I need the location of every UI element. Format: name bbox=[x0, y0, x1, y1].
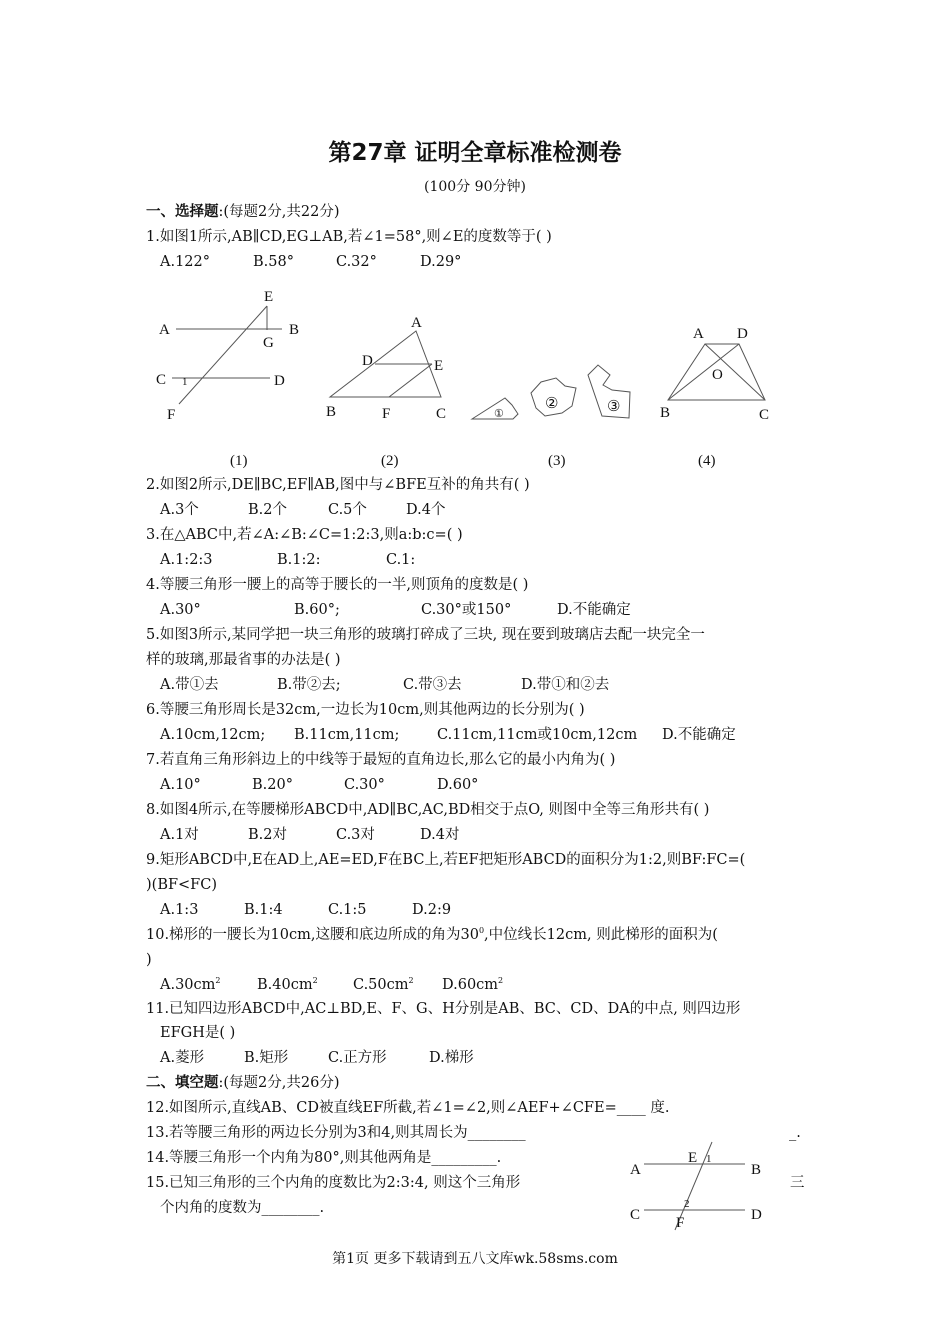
question-12: 12.如图所示,直线AB、CD被直线EF所截,若∠1=∠2,则∠AEF+∠CFE=____ 度. bbox=[146, 1100, 670, 1116]
fig1-label-f: F bbox=[167, 407, 176, 423]
section-2-heading: 二、填空题:(每题2分,共26分) bbox=[146, 1075, 340, 1091]
fig12-label-e: E bbox=[688, 1150, 698, 1166]
question-13-tail: _. bbox=[789, 1125, 801, 1141]
q7-option-d: D.60° bbox=[437, 777, 479, 793]
q3-option-c: C.1: bbox=[386, 552, 416, 568]
question-5-line-2: 样的玻璃,那最省事的办法是( ) bbox=[146, 652, 341, 668]
q8-option-a: A.1对 bbox=[160, 827, 199, 843]
question-7: 7.若直角三角形斜边上的中线等于最短的直角边长,那么它的最小内角为( ) bbox=[146, 752, 616, 768]
q2-option-a: A.3个 bbox=[160, 502, 199, 518]
q10-option-c: $C.50cm^2$ bbox=[353, 976, 414, 993]
q11-option-b: B.矩形 bbox=[244, 1050, 289, 1066]
question-9-line-2: )(BF<FC) bbox=[146, 877, 217, 893]
fig2-label-a: A bbox=[411, 315, 422, 331]
figures-1-4 bbox=[0, 0, 950, 480]
fig3-label-1: ① bbox=[494, 408, 504, 420]
question-10-line-2: ) bbox=[146, 952, 152, 968]
fig2-line-ef bbox=[389, 364, 432, 397]
q11-option-c: C.正方形 bbox=[328, 1050, 387, 1066]
question-13: 13.若等腰三角形的两边长分别为3和4,则其周长为________ bbox=[146, 1125, 526, 1141]
q5-option-d: D.带①和②去 bbox=[521, 677, 610, 693]
figure-caption-1: (1) bbox=[230, 453, 248, 469]
fig2-label-b: B bbox=[326, 404, 337, 420]
fig12-label-f: F bbox=[676, 1215, 685, 1231]
q8-option-d: D.4对 bbox=[420, 827, 460, 843]
fig2-label-f: F bbox=[382, 406, 391, 422]
q9-option-b: B.1:4 bbox=[244, 902, 283, 918]
question-9-line-1: 9.矩形ABCD中,E在AD上,AE=ED,F在BC上,若EF把矩形ABCD的面积分为1:2,则BF:FC=( bbox=[146, 852, 746, 868]
page-footer: 第1页 更多下载请到五八文库wk.58sms.com bbox=[332, 1251, 618, 1267]
q3-option-b: B.1:2: bbox=[277, 552, 321, 568]
q9-option-a: A.1:3 bbox=[160, 902, 199, 918]
fig1-label-e: E bbox=[264, 289, 274, 305]
question-1: 1.如图1所示,AB∥CD,EG⊥AB,若∠1=58°,则∠E的度数等于( ) bbox=[146, 229, 552, 245]
question-3: 3.在△ABC中,若∠A:∠B:∠C=1:2:3,则a:b:c=( ) bbox=[146, 527, 463, 543]
question-8: 8.如图4所示,在等腰梯形ABCD中,AD∥BC,AC,BD相交于点O, 则图中全等三角形共有( ) bbox=[146, 802, 710, 818]
fig12-label-c: C bbox=[630, 1207, 641, 1223]
q11-option-d: D.梯形 bbox=[429, 1050, 474, 1066]
fig12-label-2: 2 bbox=[684, 1198, 690, 1210]
fig12-label-b: B bbox=[751, 1162, 762, 1178]
q1-option-b: B.58° bbox=[253, 254, 294, 270]
q8-option-c: C.3对 bbox=[336, 827, 375, 843]
figure-1 bbox=[156, 289, 299, 423]
fig12-label-1: 1 bbox=[706, 1153, 712, 1165]
fig4-diagonal-bd bbox=[668, 344, 739, 400]
question-2: 2.如图2所示,DE∥BC,EF∥AB,图中与∠BFE互补的角共有( ) bbox=[146, 477, 530, 493]
q10-option-d: $D.60cm^2$ bbox=[442, 976, 504, 993]
q3-option-a: A.1:2:3 bbox=[160, 552, 213, 568]
question-15-tail: 三 bbox=[790, 1175, 805, 1191]
figure-caption-3: (3) bbox=[548, 453, 566, 469]
figure-caption-4: (4) bbox=[698, 453, 716, 469]
fig3-label-3: ③ bbox=[607, 399, 621, 415]
q4-option-b: B.60°; bbox=[294, 602, 340, 618]
q11-option-a: A.菱形 bbox=[160, 1050, 205, 1066]
q10-option-b: $B.40cm^2$ bbox=[257, 976, 318, 993]
q5-option-c: C.带③去 bbox=[403, 677, 462, 693]
q4-option-a: A.30° bbox=[160, 602, 201, 618]
q7-option-b: B.20° bbox=[252, 777, 293, 793]
question-15-line-1: 15.已知三角形的三个内角的度数比为2:3:4, 则这个三角形 bbox=[146, 1175, 521, 1191]
q4-option-c: C.30°或150° bbox=[421, 602, 512, 618]
q5-option-a: A.带①去 bbox=[160, 677, 219, 693]
fig1-label-g: G bbox=[263, 335, 274, 351]
fig1-label-c: C bbox=[156, 372, 167, 388]
question-11-line-2: EFGH是( ) bbox=[160, 1025, 236, 1041]
figure-2 bbox=[326, 315, 446, 422]
fig12-label-a: A bbox=[630, 1162, 641, 1178]
q6-option-c: C.11cm,11cm或10cm,12cm bbox=[437, 727, 638, 743]
q4-option-d: D.不能确定 bbox=[557, 602, 631, 618]
q6-option-b: B.11cm,11cm; bbox=[294, 727, 400, 743]
figure-caption-2: (2) bbox=[381, 453, 399, 469]
fig1-label-d: D bbox=[274, 373, 285, 389]
question-10-line-1: 10.梯形的一腰长为10cm,这腰和底边所成的角为$30^0$,中位线长12cm, 则此梯形的面积为( bbox=[146, 926, 718, 943]
fig2-label-c: C bbox=[436, 406, 447, 422]
fig2-label-d: D bbox=[362, 353, 373, 369]
fig1-line-ef bbox=[179, 306, 267, 404]
q2-option-d: D.4个 bbox=[406, 502, 446, 518]
fig4-label-o: O bbox=[712, 367, 723, 383]
q5-option-b: B.带②去; bbox=[277, 677, 341, 693]
fig1-label-1: 1 bbox=[182, 376, 188, 388]
page-subtitle: (100分 90分钟) bbox=[424, 179, 526, 195]
fig1-label-a: A bbox=[159, 322, 170, 338]
q1-option-d: D.29° bbox=[420, 254, 462, 270]
question-11-line-1: 11.已知四边形ABCD中,AC⊥BD,E、F、G、H分别是AB、BC、CD、DA的中点, 则四边形 bbox=[146, 1001, 741, 1017]
question-14: 14.等腰三角形一个内角为80°,则其他两角是_________. bbox=[146, 1150, 502, 1166]
q6-option-d: D.不能确定 bbox=[662, 727, 736, 743]
q7-option-a: A.10° bbox=[160, 777, 201, 793]
fig2-label-e: E bbox=[434, 358, 444, 374]
question-5-line-1: 5.如图3所示,某同学把一块三角形的玻璃打碎成了三块, 现在要到玻璃店去配一块完全一 bbox=[146, 627, 705, 643]
q7-option-c: C.30° bbox=[344, 777, 385, 793]
q9-option-d: D.2:9 bbox=[412, 902, 452, 918]
section-1-heading: 一、选择题:(每题2分,共22分) bbox=[146, 204, 340, 220]
q1-option-a: A.122° bbox=[160, 254, 211, 270]
q6-option-a: A.10cm,12cm; bbox=[160, 727, 266, 743]
fig4-label-a: A bbox=[693, 326, 704, 342]
q2-option-b: B.2个 bbox=[248, 502, 287, 518]
question-6: 6.等腰三角形周长是32cm,一边长为10cm,则其他两边的长分别为( ) bbox=[146, 702, 585, 718]
q8-option-b: B.2对 bbox=[248, 827, 287, 843]
fig1-label-b: B bbox=[289, 322, 300, 338]
q9-option-c: C.1:5 bbox=[328, 902, 367, 918]
q1-option-c: C.32° bbox=[336, 254, 377, 270]
question-15-line-2: 个内角的度数为________. bbox=[160, 1200, 325, 1216]
page-title: 第27章 证明全章标准检测卷 bbox=[328, 140, 622, 166]
fig4-label-c: C bbox=[759, 407, 770, 423]
fig3-label-2: ② bbox=[545, 396, 559, 412]
fig4-label-d: D bbox=[737, 326, 748, 342]
q10-option-a: $A.30cm^2$ bbox=[160, 976, 221, 993]
fig4-label-b: B bbox=[660, 405, 671, 421]
fig12-line-ef bbox=[675, 1142, 712, 1230]
q2-option-c: C.5个 bbox=[328, 502, 367, 518]
figure-3 bbox=[472, 365, 630, 420]
figure-4 bbox=[660, 326, 769, 423]
question-4: 4.等腰三角形一腰上的高等于腰长的一半,则顶角的度数是( ) bbox=[146, 577, 529, 593]
fig12-label-d: D bbox=[751, 1207, 762, 1223]
